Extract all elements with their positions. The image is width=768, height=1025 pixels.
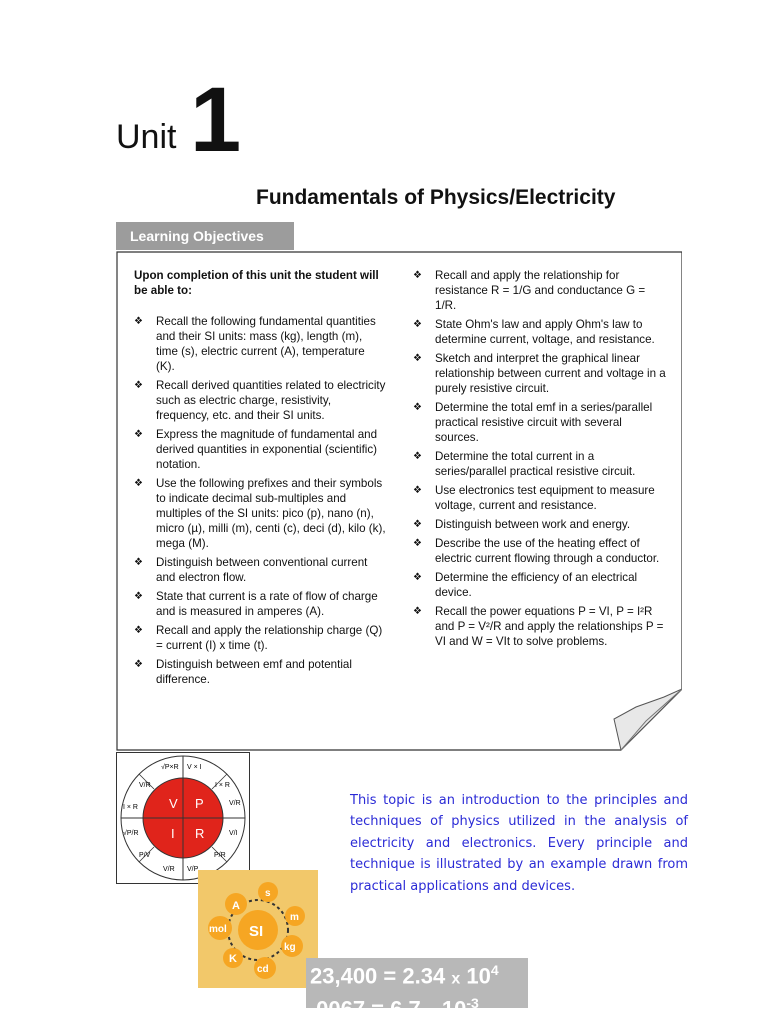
quadrant-r: R (195, 826, 205, 841)
svg-text:kg: kg (284, 942, 296, 953)
si-center-label: SI (249, 923, 264, 940)
bullet-icon: ❖ (134, 557, 143, 568)
objective-item (413, 570, 668, 600)
si-badge-graphic (198, 870, 318, 988)
formula-label: V/R (229, 800, 241, 807)
objectives-right-list (413, 268, 668, 649)
svg-text:m: m (290, 912, 299, 923)
objective-text: Distinguish between work and energy. (435, 518, 631, 531)
objective-text: Recall the power equations P = VI, P = I²R and P = V²/R and apply the relationships P = VI and W = VIt to solve problems. (435, 605, 664, 648)
si-units-badge (198, 870, 318, 988)
objective-item (134, 623, 386, 653)
objective-text: Sketch and interpret the graphical linear relationship between current and voltage in a purely resistive circuit. (435, 352, 666, 395)
exponent-example-2: .0067 = 6.7 x $10^{-3}$ (310, 995, 479, 1022)
objective-item (413, 604, 668, 649)
bullet-icon: ❖ (134, 316, 143, 327)
formula-label: V/P (187, 866, 199, 873)
vpir-wheel-graphic (117, 753, 249, 883)
formula-label: √P×R (161, 764, 179, 771)
objective-text: Determine the total emf in a series/parallel practical resistive circuit with several sources. (435, 401, 653, 444)
unit-label: Unit (116, 118, 177, 156)
bullet-icon: ❖ (134, 591, 143, 602)
objective-text: Recall and apply the relationship for resistance R = 1/G and conductance G = 1/R. (435, 269, 646, 312)
objective-text: Describe the use of the heating effect of electric current flowing through a conductor. (435, 537, 660, 565)
intro-paragraph: This topic is an introduction to the principles and techniques of physics utilized in the analysis of electricity and electronics. Every principle and technique is illustrated by an example drawn from practical applications and devices. (350, 793, 688, 894)
quadrant-p: P (195, 796, 204, 811)
bullet-icon: ❖ (413, 538, 422, 549)
svg-text:s: s (265, 888, 271, 899)
formula-label: V/I (229, 830, 238, 837)
bullet-icon: ❖ (413, 270, 422, 281)
svg-text:cd: cd (257, 964, 269, 975)
formula-label: √P/R (123, 830, 139, 837)
objectives-left-column (134, 268, 386, 691)
objectives-right-column (413, 268, 668, 653)
objective-text: Express the magnitude of fundamental and derived quantities in exponential (scientific) notation. (156, 428, 378, 471)
objective-text: Use electronics test equipment to measure voltage, current and resistance. (435, 484, 655, 512)
exponent-examples (306, 958, 528, 1022)
objective-item (413, 536, 668, 566)
quadrant-v: V (169, 796, 178, 811)
objective-item (413, 400, 668, 445)
page-title: Fundamentals of Physics/Electricity (256, 186, 616, 209)
bullet-icon: ❖ (134, 659, 143, 670)
objective-text: Determine the efficiency of an electrical device. (435, 571, 638, 599)
objective-item (413, 317, 668, 347)
objective-item (134, 657, 386, 687)
objective-item (134, 589, 386, 619)
bullet-icon: ❖ (413, 319, 422, 330)
bullet-icon: ❖ (413, 353, 422, 364)
formula-label: P/R (214, 852, 226, 859)
objective-item (413, 517, 668, 532)
svg-text:K: K (229, 953, 237, 965)
objective-item (413, 268, 668, 313)
objective-item (413, 449, 668, 479)
bullet-icon: ❖ (134, 625, 143, 636)
bullet-icon: ❖ (413, 519, 422, 530)
bullet-icon: ❖ (134, 429, 143, 440)
bullet-icon: ❖ (413, 572, 422, 583)
bullet-icon: ❖ (413, 606, 422, 617)
objective-text: Determine the total current in a series/parallel practical resistive circuit. (435, 450, 636, 478)
objective-item (134, 476, 386, 551)
quadrant-i: I (171, 826, 175, 841)
objective-item (134, 427, 386, 472)
bullet-icon: ❖ (134, 478, 143, 489)
unit-number: 1 (190, 69, 242, 171)
bullet-icon: ❖ (413, 402, 422, 413)
learning-objectives-box (116, 251, 682, 751)
objective-text: State that current is a rate of flow of charge and is measured in amperes (A). (156, 590, 378, 618)
objective-text: Recall derived quantities related to electricity such as electric charge, resistivity, frequency, etc. and their SI units. (156, 379, 386, 422)
objective-text: Use the following prefixes and their symbols to indicate decimal sub-multiples and multiples of the SI units: pico (p), nano (n), micro (µ), milli (m), centi (c), deci (d), kilo (k), mega (M). (156, 477, 386, 550)
objective-text: State Ohm's law and apply Ohm's law to determine current, voltage, and resistance. (435, 318, 655, 346)
objective-item (134, 555, 386, 585)
objective-text: Recall and apply the relationship charge (Q) = current (I) x time (t). (156, 624, 383, 652)
formula-label: V/R (139, 782, 151, 789)
objective-item (413, 351, 668, 396)
learning-objectives-tab: Learning Objectives (116, 222, 294, 250)
formula-label: I × R (215, 782, 230, 789)
vpir-formula-wheel (116, 752, 250, 884)
objective-text: Distinguish between emf and potential difference. (156, 658, 352, 686)
objective-text: Distinguish between conventional current and electron flow. (156, 556, 368, 584)
formula-label: V/R (163, 866, 175, 873)
formula-label: V × I (187, 764, 202, 771)
objective-item (413, 483, 668, 513)
svg-text:A: A (232, 900, 240, 912)
bullet-icon: ❖ (134, 380, 143, 391)
formula-label: I × R (123, 804, 138, 811)
objective-text: Recall the following fundamental quantities and their SI units: mass (kg), length (m), time (s), electric current (A), temperature (K). (156, 315, 376, 373)
objectives-left-list (134, 314, 386, 687)
svg-text:mol: mol (209, 924, 227, 935)
objectives-lead: Upon completion of this unit the student will be able to: (134, 269, 379, 297)
objective-item (134, 378, 386, 423)
objective-item (134, 314, 386, 374)
exponent-example-1: 23,400 = 2.34 x $10^4$ (310, 962, 499, 989)
bullet-icon: ❖ (413, 485, 422, 496)
formula-label: P/V (139, 852, 151, 859)
bullet-icon: ❖ (413, 451, 422, 462)
